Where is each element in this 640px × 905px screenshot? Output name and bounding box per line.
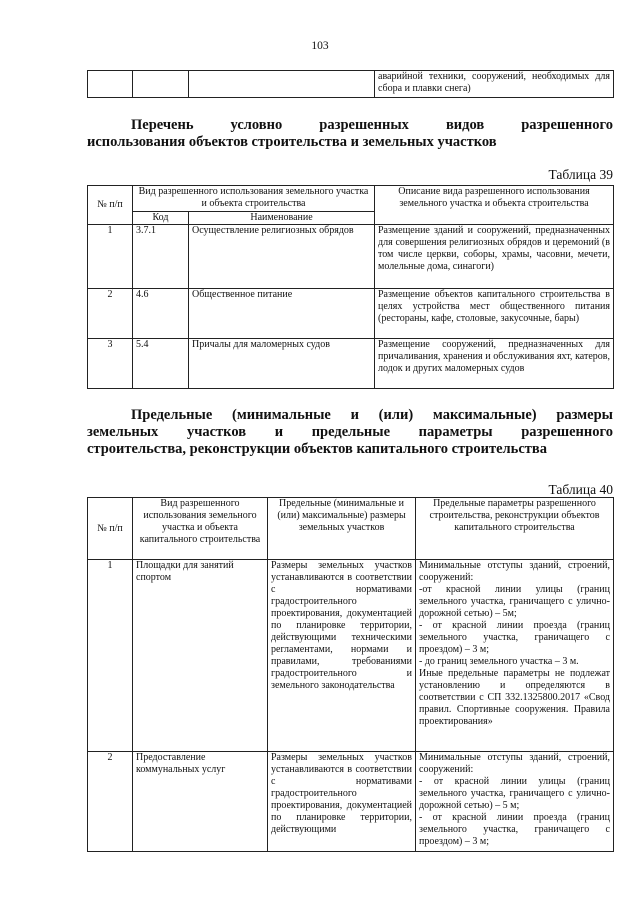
param-line: Минимальные отступы зданий, строений, сооружений: xyxy=(419,752,610,775)
cell-num: 2 xyxy=(88,289,133,339)
heading-line: строительства, реконструкции объектов капитального строительства xyxy=(87,441,547,457)
param-line: -от красной линии улицы (границ земельного участка, граничащего с улично-дорожной сетью) – 5м; xyxy=(419,584,610,619)
table-row xyxy=(88,752,614,852)
header-use-group: Вид разрешенного использования земельного участка и объекта строительства xyxy=(133,186,375,212)
cell-name: Причалы для маломерных судов xyxy=(189,339,375,389)
cell-code: 3.7.1 xyxy=(133,225,189,289)
table-row xyxy=(88,289,614,339)
table-row xyxy=(88,339,614,389)
cell-use: Площадки для занятий спортом xyxy=(133,560,268,752)
cell-description: Размещение объектов капитального строительства в целях устройства мест общественного питания (рестораны, кафе, столовые, закусочные, бары) xyxy=(375,289,614,339)
header-num: № п/п xyxy=(88,186,133,225)
heading-line: Предельные (минимальные и (или) максимальные) размеры xyxy=(131,407,613,423)
header-num: № п/п xyxy=(88,498,133,560)
header-code: Код xyxy=(133,212,189,225)
cell-sizes: Размеры земельных участков устанавливаются в соответствии с нормативами градостроительного проектирования, документацией по планировке территории, действующими xyxy=(268,752,416,852)
table-39 xyxy=(87,185,614,389)
cell-description: Размещение сооружений, предназначенных для причаливания, хранения и обслуживания яхт, катеров, лодок и других маломерных судов xyxy=(375,339,614,389)
table-row xyxy=(88,560,614,752)
cell-name: Общественное питание xyxy=(189,289,375,339)
cell-params xyxy=(416,752,614,852)
header-name: Наименование xyxy=(189,212,375,225)
param-line: Иные предельные параметры не подлежат установлению и определяются в соответствии с СП 332.1325800.2017 «Свод правил. Спортивные сооружения. Правила проектирования» xyxy=(419,668,610,727)
cell-num: 1 xyxy=(88,560,133,752)
header-description: Описание вида разрешенного использования земельного участка и объекта строительства xyxy=(375,186,614,225)
cell-num: 2 xyxy=(88,752,133,852)
param-line: - от красной линии проезда (границ земельного участка, граничащего с проездом) – 3 м; xyxy=(419,620,610,655)
continued-cell-num xyxy=(88,71,133,98)
cell-use: Предоставление коммунальных услуг xyxy=(133,752,268,852)
param-line: Минимальные отступы зданий, строений, сооружений: xyxy=(419,560,610,583)
heading-conditional-uses xyxy=(87,117,613,151)
table-40-caption: Таблица 40 xyxy=(548,482,613,497)
param-line: - до границ земельного участка – 3 м. xyxy=(419,656,579,667)
continued-cell-name xyxy=(189,71,375,98)
param-line: - от красной линии проезда (границ земельного участка, граничащего с проездом) – 3 м; xyxy=(419,812,610,847)
heading-line: использования объектов строительства и земельных участков xyxy=(87,134,497,150)
page-number: 103 xyxy=(311,40,329,52)
cell-name: Осуществление религиозных обрядов xyxy=(189,225,375,289)
table-40 xyxy=(87,497,614,852)
continued-cell-code xyxy=(133,71,189,98)
header-params: Предельные параметры разрешенного строительства, реконструкции объектов капитального строительства xyxy=(416,498,614,560)
table-row xyxy=(88,225,614,289)
cell-num: 3 xyxy=(88,339,133,389)
heading-line: земельных участков и предельные параметры разрешенного xyxy=(87,424,613,440)
heading-limit-parameters xyxy=(87,407,613,458)
continued-cell-description: аварийной техники, сооружений, необходимых для сбора и плавки снега) xyxy=(375,71,614,98)
cell-num: 1 xyxy=(88,225,133,289)
header-sizes: Предельные (минимальные и (или) максимальные) размеры земельных участков xyxy=(268,498,416,560)
cell-sizes: Размеры земельных участков устанавливаются в соответствии с нормативами градостроительного проектирования, документацией по планировке территории, действующими техническими регламентами, нормами и правилами, требованиями градостроительного и земельного законодательства xyxy=(268,560,416,752)
cell-params xyxy=(416,560,614,752)
continued-table xyxy=(87,70,614,98)
header-use: Вид разрешенного использования земельного участка и объекта капитального строительства xyxy=(133,498,268,560)
cell-code: 5.4 xyxy=(133,339,189,389)
heading-line: Перечень условно разрешенных видов разрешенного xyxy=(131,117,613,133)
table-39-caption: Таблица 39 xyxy=(548,167,613,182)
param-line: - от красной линии улицы (границ земельного участка, граничащего с улично-дорожной сетью) – 5 м; xyxy=(419,776,610,811)
cell-code: 4.6 xyxy=(133,289,189,339)
cell-description: Размещение зданий и сооружений, предназначенных для совершения религиозных обрядов и церемоний (в том числе церкви, соборы, храмы, часовни, мечети, молельные дома, синагоги) xyxy=(375,225,614,289)
